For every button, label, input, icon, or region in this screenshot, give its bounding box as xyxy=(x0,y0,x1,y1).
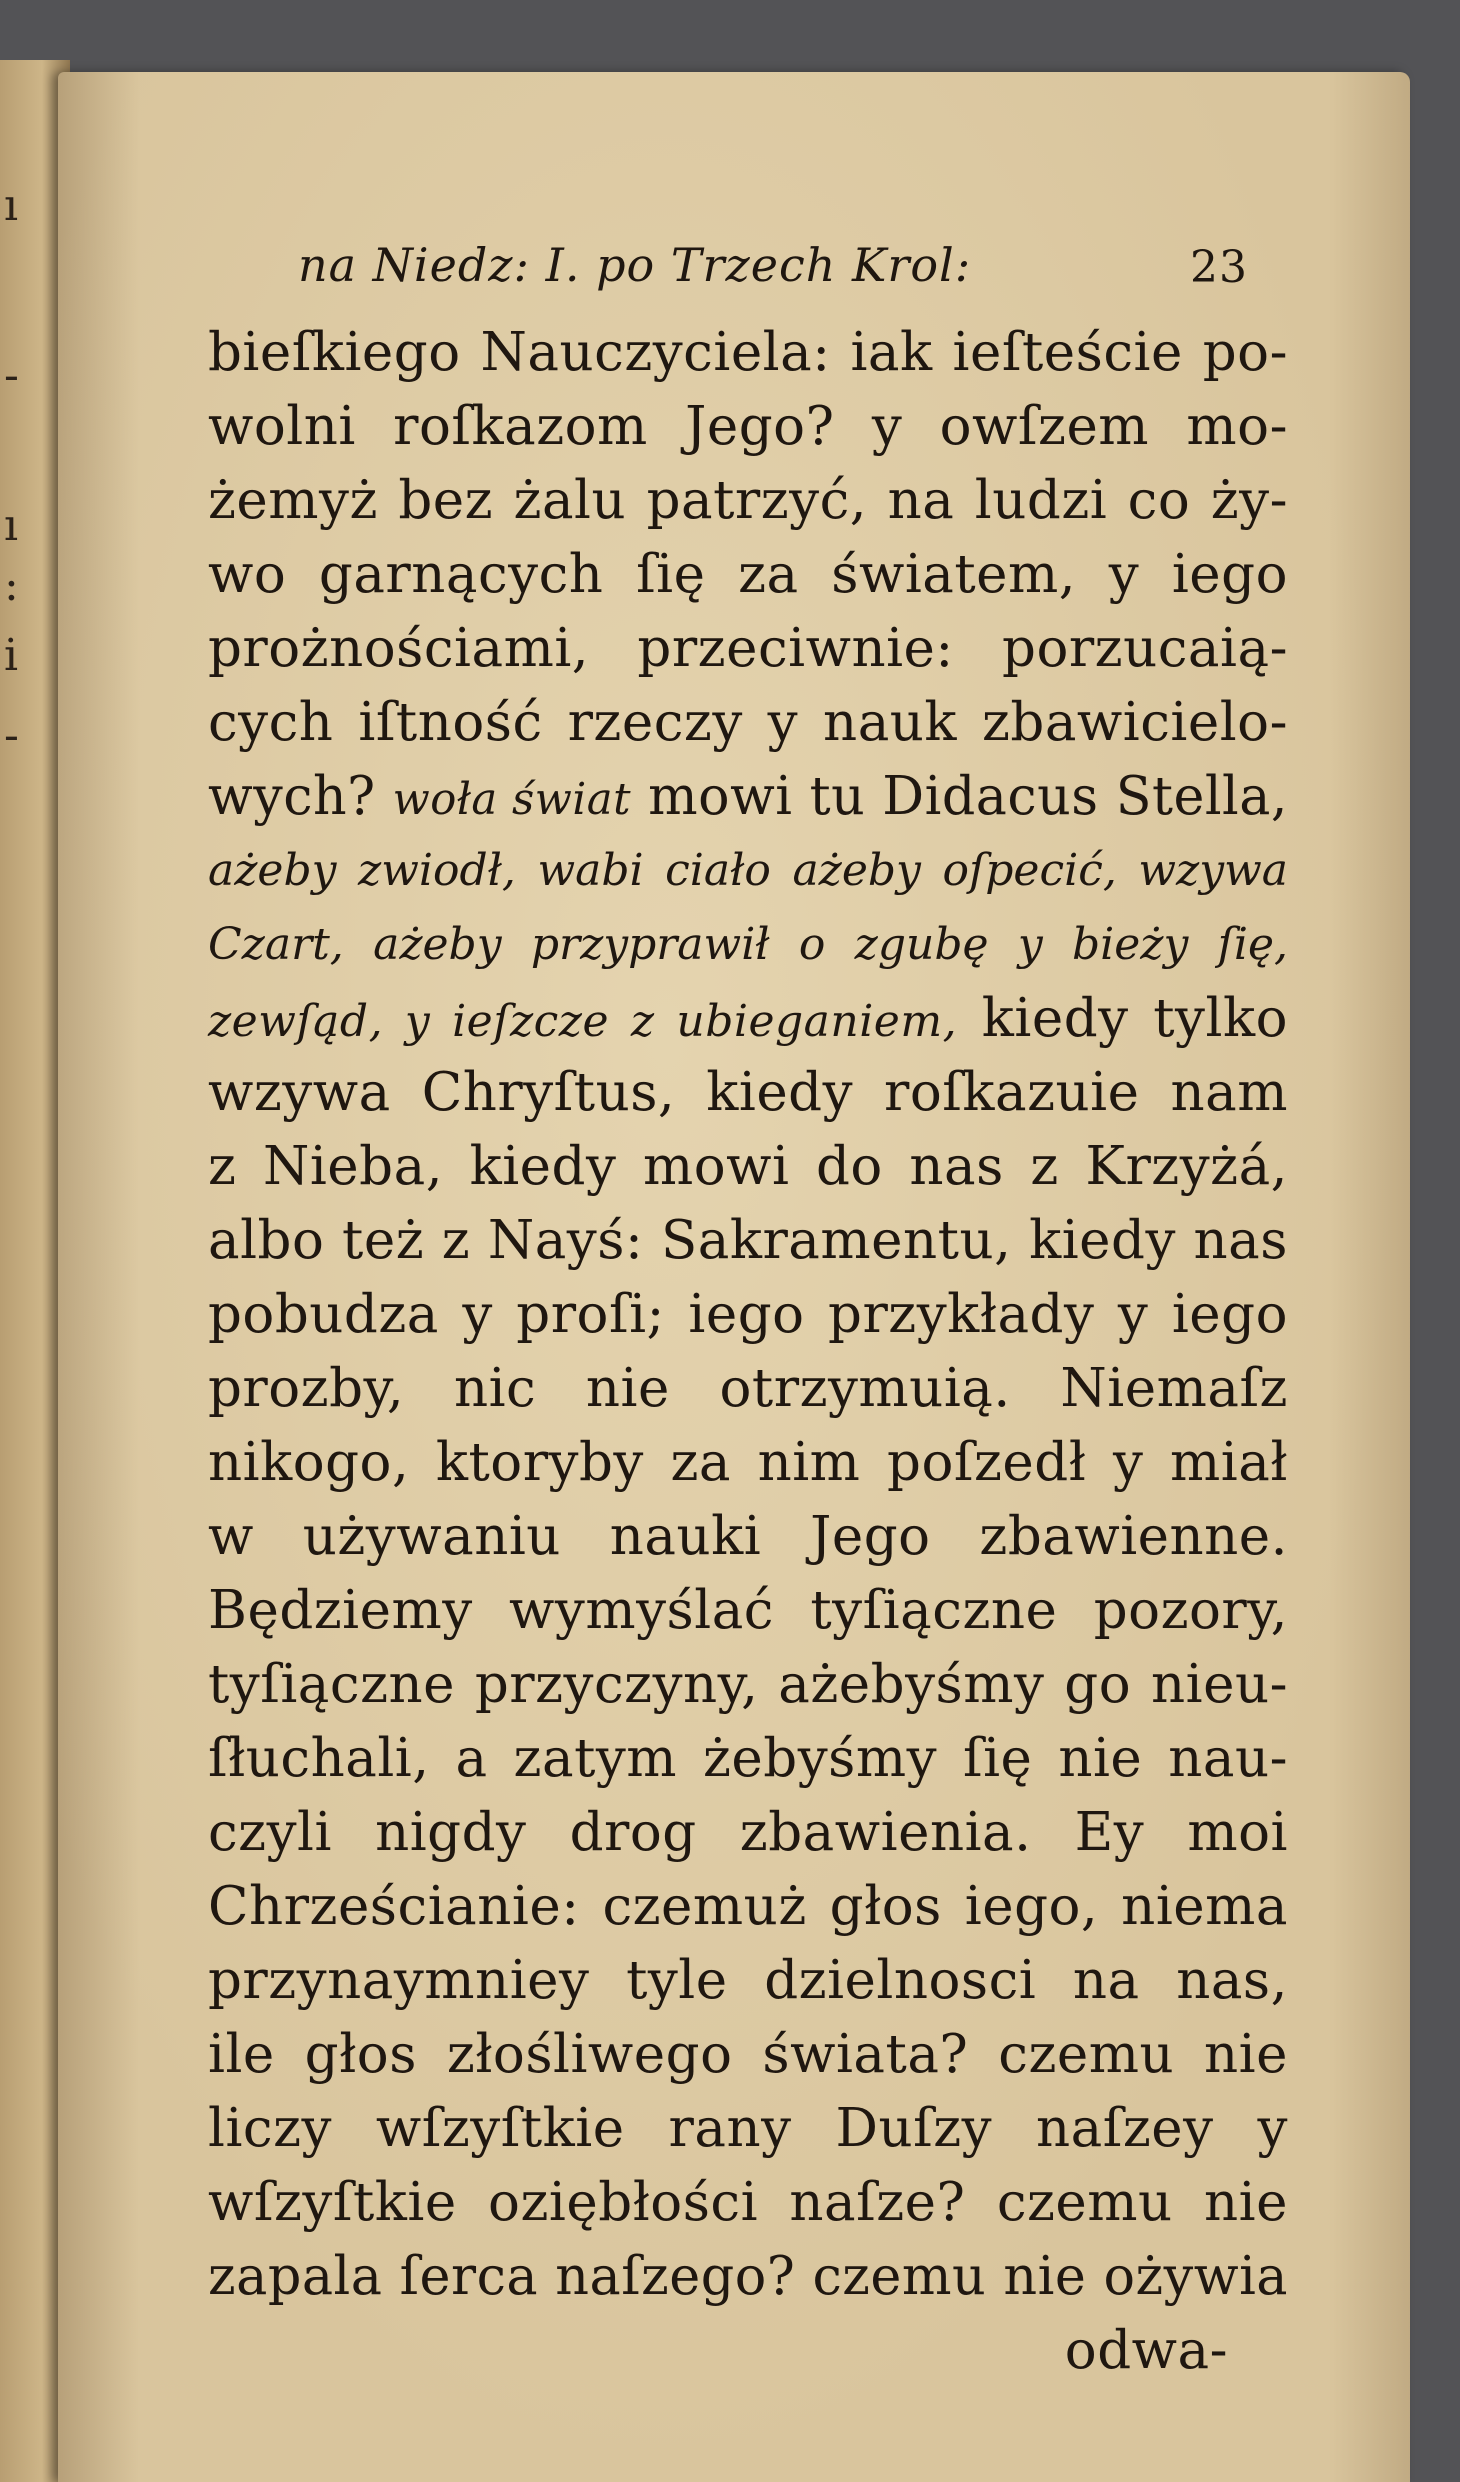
line-text: wſzyſtkie oziębłości naſze? czemu nie xyxy=(208,2172,1288,2233)
text-line-content xyxy=(208,1574,1288,1648)
text-line xyxy=(208,1056,1288,1130)
text-line-content xyxy=(208,1204,1288,1278)
line-text: ile głos złośliwego świata? czemu nie xyxy=(208,2024,1288,2085)
text-line-content xyxy=(208,1278,1288,1352)
line-text: albo też z Nayś: Sakramentu, kiedy nas xyxy=(208,1210,1288,1271)
text-line xyxy=(208,2018,1288,2092)
line-rest-text: kiedy tylko xyxy=(957,988,1288,1049)
text-line-content xyxy=(208,982,1288,1056)
edge-fragment: : xyxy=(4,560,19,611)
text-line xyxy=(208,1648,1288,1722)
text-line-content xyxy=(208,316,1288,390)
text-line-content xyxy=(208,834,1288,908)
line-text: Będziemy wymyślać tyſiączne pozory, xyxy=(208,1580,1289,1641)
text-line-content xyxy=(208,612,1288,686)
text-line-content xyxy=(208,538,1288,612)
text-line xyxy=(208,1944,1288,2018)
page-number: 23 xyxy=(1190,242,1248,293)
text-line-content xyxy=(208,1426,1288,1500)
line-text: wzywa Chryſtus, kiedy roſkazuie nam xyxy=(208,1062,1288,1123)
text-line-content xyxy=(208,2166,1288,2240)
text-line-content xyxy=(208,686,1288,760)
line-text: Czart, ażeby przyprawił o zgubę y bieży ſię, xyxy=(208,919,1289,970)
line-text: wo garnących ſię za światem, y iego xyxy=(208,544,1289,605)
text-line xyxy=(208,1796,1288,1870)
catchword: odwa- xyxy=(1064,2320,1228,2381)
line-text: pobudza y proſi; iego przykłady y iego xyxy=(208,1284,1289,1345)
line-text: nikogo, ktoryby za nim poſzedł y miał xyxy=(208,1432,1288,1493)
line-text: prozby, nic nie otrzymuią. Niemaſz xyxy=(208,1358,1288,1419)
text-line xyxy=(208,464,1288,538)
text-line-content xyxy=(208,1500,1288,1574)
line-text: tyſiączne przyczyny, ażebyśmy go nieu- xyxy=(208,1654,1288,1715)
text-line-content xyxy=(208,2018,1288,2092)
text-line xyxy=(208,1870,1288,1944)
text-line-content xyxy=(208,1796,1288,1870)
text-line xyxy=(208,538,1288,612)
edge-fragment: - xyxy=(4,710,19,761)
text-line xyxy=(208,1204,1288,1278)
text-line xyxy=(208,1352,1288,1426)
line-text: bieſkiego Nauczyciela: iak ieſteście po- xyxy=(208,322,1288,383)
text-line-content xyxy=(208,1352,1288,1426)
text-line xyxy=(208,1130,1288,1204)
text-line xyxy=(208,1426,1288,1500)
text-line xyxy=(208,2240,1288,2314)
line-text: ſłuchali, a zatym żebyśmy ſię nie nau- xyxy=(208,1728,1288,1789)
text-line xyxy=(208,390,1288,464)
text-line-content xyxy=(208,1056,1288,1130)
running-title: na Niedz: I. po Trzech Krol: xyxy=(298,238,972,292)
text-line-content xyxy=(208,1944,1288,2018)
text-line-content xyxy=(208,464,1288,538)
line-text: Chrześcianie: czemuż głos iego, niema xyxy=(208,1876,1288,1937)
line-text: przynaymniey tyle dzielnosci na nas, xyxy=(208,1950,1288,2011)
line-text: zapala ſerca naſzego? czemu nie ożywia xyxy=(208,2246,1289,2307)
text-line xyxy=(208,2166,1288,2240)
line-italic-text: woła świat xyxy=(392,774,632,825)
running-head xyxy=(208,232,1288,316)
line-text: cych iſtność rzeczy y nauk zbawicielo- xyxy=(208,692,1288,753)
text-line xyxy=(208,1722,1288,1796)
text-line xyxy=(208,686,1288,760)
line-text: w używaniu nauki Jego zbawienne. xyxy=(208,1506,1289,1567)
line-text: prożnościami, przeciwnie: porzucaią- xyxy=(208,618,1288,679)
text-line xyxy=(208,760,1288,834)
text-line-content xyxy=(208,1648,1288,1722)
line-text: z Nieba, kiedy mowi do nas z Krzyżá, xyxy=(208,1136,1289,1197)
line-text: wolni roſkazom Jego? y owſzem mo- xyxy=(208,396,1288,457)
body-text xyxy=(208,316,1288,2314)
edge-fragment: i xyxy=(4,630,19,681)
text-line-content xyxy=(208,760,1288,834)
text-line xyxy=(208,1574,1288,1648)
line-text: wych? xyxy=(208,766,393,827)
text-line-content xyxy=(208,2092,1288,2166)
line-text: żemyż bez żalu patrzyć, na ludzi co ży- xyxy=(208,470,1288,531)
text-line xyxy=(208,1500,1288,1574)
text-line xyxy=(208,908,1288,982)
text-line xyxy=(208,834,1288,908)
edge-fragment: - xyxy=(4,350,19,401)
line-italic-text: zewſąd, y ieſzcze z ubieganiem, xyxy=(208,996,958,1047)
line-rest-text: mowi tu Didacus Stella, xyxy=(631,766,1288,827)
page-text-block xyxy=(208,232,1288,2388)
line-text: ażeby zwiodł, wabi ciało ażeby oſpecić, wzywa xyxy=(208,845,1288,896)
line-text: czyli nigdy drog zbawienia. Ey moi xyxy=(208,1802,1288,1863)
text-line-content xyxy=(208,908,1288,982)
catchword-line xyxy=(208,2314,1288,2388)
text-line-content xyxy=(208,2240,1288,2314)
edge-fragment: ı xyxy=(4,180,19,231)
book-page xyxy=(58,72,1410,2482)
text-line xyxy=(208,316,1288,390)
line-text: liczy wſzyſtkie rany Duſzy naſzey y xyxy=(208,2098,1288,2159)
text-line-content xyxy=(208,1870,1288,1944)
text-line xyxy=(208,1278,1288,1352)
text-line-content xyxy=(208,1130,1288,1204)
text-line-content xyxy=(208,390,1288,464)
text-line-content xyxy=(208,1722,1288,1796)
edge-fragment: ı xyxy=(4,500,19,551)
text-line xyxy=(208,2092,1288,2166)
text-line xyxy=(208,612,1288,686)
text-line xyxy=(208,982,1288,1056)
